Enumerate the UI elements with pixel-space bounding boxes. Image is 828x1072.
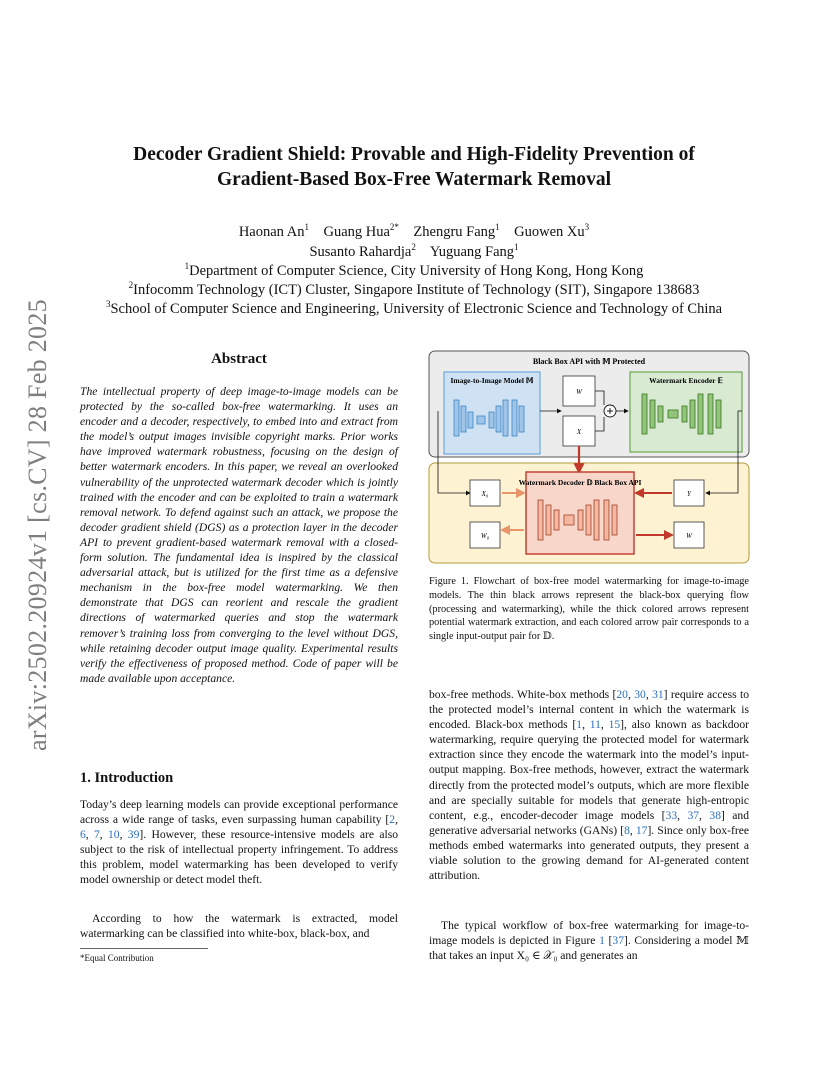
section-heading-introduction: 1. Introduction <box>80 770 174 786</box>
citation-link[interactable]: 31 <box>652 688 664 701</box>
citation-link[interactable]: 38 <box>709 808 721 822</box>
citation-link[interactable]: 30 <box>634 688 646 701</box>
citation-link[interactable]: 37 <box>687 808 700 822</box>
x-label: X <box>576 428 582 436</box>
intro-paragraph-2: According to how the watermark is extracted, model watermarking can be classified into white-box, black-box, and <box>80 912 398 941</box>
api-label: Black Box API with 𝕄 Protected <box>532 357 646 366</box>
abstract-text: The intellectual property of deep image-to-image models can be protected by the so-called box-free watermarking. It uses an encoder and a decoder, respectively, to embed into and extract from the model’s output images invisible copyright marks. Prior works have improved watermark robustness, focusing on the design of better watermark encoders. In this paper, we reveal an overlooked vulnerability of the unprotected watermark decoder which is jointly trained with the encoder and can be exploited to train a watermark removal network. To defend against such an attack, we propose the decoder gradient shield (DGS) as a protection layer in the decoder API to prevent gradient-based watermark removal with a closed-form solution. The fundamental idea is inspired by the classical adversarial attack, but is utilized for the first time as a defensive mechanism in the box-free model watermarking. We then demonstrate that DGS can reorient and rescale the gradient directions of watermarked queries and stop the watermark remover’s training loss from converging to the level without DGS, while retaining decoder output image quality. Experimental results verify the effectiveness of proposed method. Code of paper will be made available upon acceptance. <box>80 385 398 685</box>
citation-link[interactable]: 8 <box>624 823 630 837</box>
citation-link[interactable]: 1 <box>599 934 605 948</box>
encoder-label: Watermark Encoder 𝔼 <box>649 376 723 385</box>
citation-link[interactable]: 17 <box>635 823 648 837</box>
figure-1-flowchart <box>428 350 750 565</box>
w-label: W <box>576 388 582 396</box>
author-line-1: Haonan An$^1$ Guang Hua$^{2*}$ Zhengru Fang$^1$ Guowen Xu$^3$ <box>238 222 590 240</box>
figure-1-caption: Figure 1. Flowchart of box-free model watermarking for image-to-image models. The thin black arrows represent the black-box querying flow (processing and watermarking), while the thick colored arrows represent potential watermark extraction, and each colored arrow pair corresponds to a single input-output pair for 𝔻. <box>429 576 749 643</box>
arxiv-stamp: arXiv:2502.20924v1 [cs.CV] 28 Feb 2025 <box>23 299 52 751</box>
citation-link[interactable]: 1 <box>576 718 583 732</box>
affiliation-2: $^2$Infocomm Technology (ICT) Cluster, Singapore Institute of Technology (SIT), Singapore 138683 <box>128 280 700 298</box>
citation-link[interactable]: 6 <box>80 828 86 842</box>
citation-link[interactable]: 39 <box>127 828 140 842</box>
citation-link[interactable]: 37 <box>612 934 624 948</box>
affiliation-3: $^3$School of Computer Science and Engineering, University of Electronic Science and Technology of China <box>105 299 723 317</box>
affiliation-1: $^1$Department of Computer Science, City University of Hong Kong, Hong Kong <box>184 261 644 279</box>
citation-link[interactable]: 15 <box>608 718 621 732</box>
intro-paragraph-1: Today’s deep learning models can provide exceptional performance across a wide range of tasks, even surpassing human capability [2, 6, 7, 10, 39]. However, these resource-intensive models are also subject to the risk of intellectual property infringement. To address this problem, model watermarking has been developed to verify model ownership or detect model theft. <box>80 798 399 887</box>
citation-link[interactable]: 33 <box>665 808 678 822</box>
decoder-label: Watermark Decoder 𝔻 Black Box API <box>518 478 642 487</box>
footnote-rule <box>80 948 208 949</box>
model-label: Image-to-Image Model 𝕄 <box>450 376 534 385</box>
citation-link[interactable]: 20 <box>616 688 628 701</box>
w0-label: W₀ <box>480 532 490 540</box>
citation-link[interactable]: 10 <box>108 828 120 842</box>
paper-title: Decoder Gradient Shield: Provable and High-Fidelity Prevention of Gradient-Based Box-Free Watermark Removal <box>133 144 695 190</box>
w-output-label: W <box>686 532 692 540</box>
x0-label: X₀ <box>481 490 489 498</box>
citation-link[interactable]: 7 <box>94 828 100 842</box>
citation-link[interactable]: 2 <box>389 813 396 827</box>
citation-link[interactable]: 11 <box>589 718 601 732</box>
abstract-heading: Abstract <box>211 351 267 367</box>
right-paragraph-1: box-free methods. White-box methods [20, 30, 31] require access to the protected model’s internal content in which the watermark is encoded. Black-box methods [1, 11, 15], also known as backdoor watermarking, require querying the protected model for watermark extraction since they encode the watermark into the model’s input-output mapping. Box-free methods, however, extract the watermark directly from the protected model’s outputs, which are more flexible and are specially suitable for models that generate high-entropic content, e.g., encoder-decoder image models [33, 37, 38] and generative adversarial networks (GANs) [8, 17]. Since only box-free methods embed watermarks into generated outputs, they present a viable solution to the growing demand for AI-generated content attribution. <box>429 688 750 883</box>
right-paragraph-2: The typical workflow of box-free watermarking for image-to-image models is depicted in Figure 1 [37]. Considering a model 𝕄 that takes an input X₀ ∈ 𝒳₀ and generates an <box>429 919 750 963</box>
author-line-2: Susanto Rahardja$^2$ Yuguang Fang$^1$ <box>309 242 519 260</box>
y-label: Y <box>687 490 691 498</box>
footnote: *Equal Contribution <box>80 953 154 963</box>
